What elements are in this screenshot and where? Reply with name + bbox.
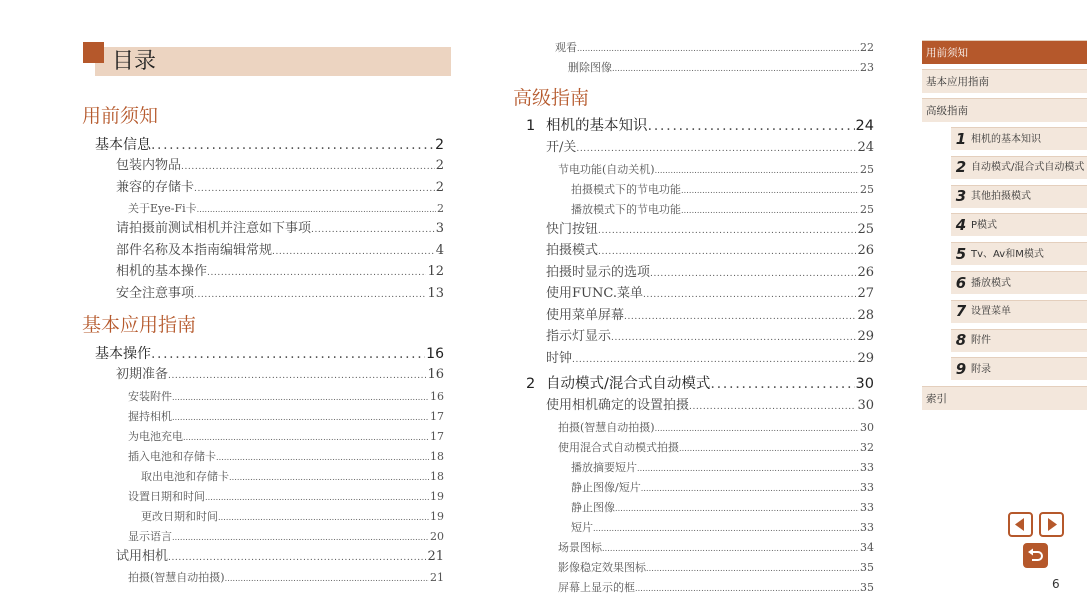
dot-leader — [194, 179, 435, 200]
toc-entry-page: 2 — [435, 137, 444, 153]
chapter-tab-8[interactable] — [951, 329, 1087, 352]
dot-leader — [172, 528, 429, 547]
chapter-tab-label: 其他拍摄模式 — [971, 191, 1031, 203]
toc-entry[interactable] — [510, 458, 874, 478]
toc-entry-label: 包装内物品 — [116, 158, 182, 173]
toc-entry-page: 19 — [430, 489, 444, 503]
chapter-tab-number: 3 — [955, 187, 967, 206]
dot-leader — [679, 439, 859, 458]
section-heading-advanced-guide: 高级指南 — [513, 87, 590, 109]
toc-entry-page: 12 — [427, 264, 444, 279]
chapter-tab-number: 6 — [955, 273, 967, 292]
toc-entry[interactable] — [510, 180, 874, 200]
toc-entry-label: 静止图像/短片 — [571, 480, 641, 494]
section-heading-before-use: 用前须知 — [82, 105, 159, 127]
dot-leader — [602, 539, 859, 558]
chapter-tab-label: 自动模式/混合式自动模式 — [971, 162, 1085, 174]
toc-entry-page: 33 — [860, 500, 874, 514]
dot-leader — [216, 448, 429, 467]
toc-entry-label: 安装附件 — [128, 389, 172, 403]
toc-entry-label: 基本信息 — [95, 137, 151, 153]
return-arrow-icon — [1025, 545, 1046, 566]
toc-entry-label: 设置日期和时间 — [128, 489, 205, 503]
toc-entry-label: 相机的基本操作 — [116, 264, 208, 279]
dot-leader — [593, 519, 859, 538]
chapter-label: 相机的基本知识 — [546, 118, 648, 134]
chapter-tab-number: 2 — [955, 158, 967, 177]
toc-entry-label: 安全注意事项 — [116, 285, 195, 301]
chapter-number: 1 — [526, 118, 536, 134]
toc-entry-label: 兼容的存储卡 — [116, 179, 195, 195]
toc-entry[interactable] — [82, 487, 444, 507]
toc-entry[interactable] — [510, 327, 874, 349]
toc-entry-page: 2 — [437, 202, 444, 215]
triangle-left-icon — [1010, 514, 1031, 535]
dot-leader — [655, 419, 859, 438]
dot-leader — [641, 479, 859, 498]
toc-entry[interactable] — [510, 284, 874, 306]
toc-entry-label: 快门按钮 — [546, 221, 599, 237]
toc-entry-page: 32 — [860, 440, 874, 454]
toc-entry[interactable] — [82, 547, 444, 569]
section-entries-before-use — [82, 135, 444, 305]
dot-leader — [648, 115, 855, 138]
toc-entry-label: 拍摄模式 — [546, 243, 599, 258]
toc-entry-page: 30 — [860, 420, 874, 434]
toc-entry[interactable] — [82, 241, 444, 263]
toc-entry-page: 18 — [430, 449, 444, 463]
toc-entry-page: 29 — [857, 350, 874, 366]
dot-leader — [197, 200, 436, 219]
toc-entry-label: 影像稳定效果图标 — [558, 560, 646, 574]
chapter-tab-number: 4 — [955, 215, 967, 234]
toc-entry-label: 取出电池和存储卡 — [141, 469, 229, 483]
chapter-heading[interactable] — [510, 115, 874, 138]
dot-leader — [194, 285, 426, 306]
toc-entry-label: 场景图标 — [558, 540, 602, 554]
tab-advanced-guide[interactable]: 高级指南 — [922, 98, 1087, 122]
chapter-tab-label: 附录 — [971, 363, 991, 375]
toc-left-column — [82, 104, 444, 588]
toc-entry[interactable] — [510, 478, 874, 498]
dot-leader — [689, 397, 856, 418]
toc-entry-page: 2 — [435, 158, 444, 173]
toc-entry-page: 26 — [857, 243, 874, 258]
toc-entry-label: 时钟 — [546, 350, 573, 366]
toc-entry-label: 指示灯显示 — [546, 329, 612, 344]
toc-entry[interactable] — [82, 178, 444, 200]
toc-entry-page: 16 — [426, 346, 444, 362]
toc-entry[interactable] — [82, 284, 444, 306]
dot-leader — [615, 499, 859, 518]
dot-leader — [681, 201, 859, 220]
chapter-tab-number: 5 — [955, 244, 967, 263]
chapter-label: 自动模式/混合式自动模式 — [546, 376, 711, 392]
toc-entry[interactable] — [510, 58, 874, 78]
toc-entry[interactable] — [510, 241, 874, 263]
toc-entry-page: 21 — [427, 548, 444, 564]
dot-leader — [183, 428, 429, 447]
toc-entry[interactable] — [82, 365, 444, 387]
chapter-tab-label: Tv、Av和M模式 — [971, 248, 1044, 260]
toc-entry-label: 初期准备 — [116, 367, 169, 382]
toc-entry-label: 插入电池和存储卡 — [128, 449, 216, 463]
toc-entry-page: 21 — [430, 571, 444, 584]
dot-leader — [681, 181, 859, 200]
toc-entry[interactable] — [82, 447, 444, 467]
toc-entry-label: 拍摄模式下的节电功能 — [571, 182, 681, 196]
toc-entry-label: 短片 — [571, 520, 593, 534]
chapter-tab-number: 9 — [955, 359, 967, 378]
toc-entry[interactable] — [510, 160, 874, 180]
back-button[interactable] — [1023, 543, 1048, 568]
toc-entry-label: 播放模式下的节电功能 — [571, 202, 681, 216]
dot-leader — [229, 468, 429, 487]
dot-leader — [643, 285, 856, 306]
toc-entry-page: 25 — [860, 162, 874, 176]
toc-entry-label: 显示语言 — [128, 529, 172, 543]
toc-entry[interactable] — [510, 200, 874, 220]
dot-leader — [207, 263, 426, 284]
chapter-tab-number: 1 — [955, 129, 967, 148]
chapter-2-block — [510, 373, 874, 598]
toc-entry-page: 28 — [857, 307, 874, 323]
toc-entry[interactable] — [510, 263, 874, 285]
toc-entry[interactable] — [82, 387, 444, 407]
dot-leader — [272, 242, 435, 263]
toc-entry-label: 观看 — [555, 41, 577, 54]
toc-entry-label: 为电池充电 — [128, 429, 183, 443]
toc-entry[interactable] — [510, 349, 874, 371]
toc-entry[interactable] — [510, 418, 874, 438]
toc-entry-label: 拍摄(智慧自动拍摄) — [128, 571, 225, 584]
dot-leader — [598, 221, 856, 242]
toc-entry-page: 16 — [430, 389, 444, 403]
dot-leader — [205, 488, 429, 507]
toc-entry-page: 30 — [857, 398, 874, 413]
toc-entry-label: 请拍摄前测试相机并注意如下事项 — [116, 221, 312, 236]
dot-leader — [598, 242, 856, 263]
toc-entry-page: 33 — [860, 460, 874, 474]
chapter-tab-number: 8 — [955, 331, 967, 350]
toc-entry-page: 16 — [427, 367, 444, 382]
toc-entry-page: 20 — [430, 529, 444, 543]
toc-entry-page: 2 — [435, 179, 444, 195]
section-heading-basic-guide: 基本应用指南 — [82, 314, 197, 336]
toc-entry-label: 删除图像 — [568, 61, 612, 74]
dot-leader — [655, 161, 859, 180]
dot-leader — [172, 388, 429, 407]
toc-entry-label: 使用菜单屏幕 — [546, 307, 625, 323]
chapter-tab-label: 设置菜单 — [971, 306, 1011, 318]
chapter-tab-5[interactable] — [951, 242, 1087, 265]
chapter-tab-3[interactable] — [951, 185, 1087, 208]
chapter-tab-label: P模式 — [971, 219, 998, 231]
toc-entry[interactable] — [82, 219, 444, 241]
dot-leader — [168, 548, 426, 569]
dot-leader — [576, 139, 856, 160]
toc-entry-page: 4 — [435, 242, 444, 258]
toc-entry[interactable] — [510, 220, 874, 242]
dot-leader — [172, 408, 429, 427]
toc-entry[interactable] — [82, 156, 444, 178]
chapter-number: 2 — [526, 376, 536, 392]
chapter-tab-number: 7 — [955, 302, 967, 321]
chapter-tab-2[interactable] — [951, 156, 1087, 179]
section-entries-basic-guide — [82, 344, 444, 588]
toc-entry-page: 25 — [857, 221, 874, 237]
toc-entry-page: 19 — [430, 509, 444, 523]
toc-entry-page: 23 — [860, 61, 874, 74]
toc-entry-page: 24 — [857, 140, 874, 155]
toc-entry[interactable] — [82, 427, 444, 447]
dot-leader — [577, 39, 859, 58]
toc-entry-label: 握持相机 — [128, 409, 172, 423]
toc-entry[interactable] — [82, 262, 444, 284]
page-title: 目录 — [112, 49, 157, 74]
dot-leader — [637, 459, 859, 478]
tab-index[interactable]: 索引 — [922, 386, 1087, 410]
toc-entry-label: 节电功能(自动关机) — [558, 162, 655, 176]
toc-middle-column — [510, 38, 874, 598]
toc-entry-page: 25 — [860, 182, 874, 196]
toc-entry-label: 屏幕上显示的框 — [558, 580, 635, 594]
toc-entry[interactable] — [82, 568, 444, 588]
continued-entries — [510, 38, 874, 78]
dot-leader — [635, 579, 859, 598]
dot-leader — [181, 157, 435, 178]
dot-leader — [218, 508, 429, 527]
dot-leader — [650, 264, 856, 285]
chapter-tab-label: 附件 — [971, 335, 991, 347]
next-page-button[interactable] — [1039, 512, 1064, 537]
chapter-page: 30 — [855, 376, 874, 392]
dot-leader — [710, 373, 854, 396]
toc-entry-page: 35 — [860, 560, 874, 574]
toc-entry-page: 26 — [857, 264, 874, 280]
toc-entry[interactable] — [510, 138, 874, 160]
toc-entry[interactable] — [82, 135, 444, 156]
triangle-right-icon — [1041, 514, 1062, 535]
tab-basic-guide[interactable]: 基本应用指南 — [922, 69, 1087, 93]
toc-entry-page: 29 — [857, 329, 874, 344]
toc-entry-page: 33 — [860, 520, 874, 534]
toc-entry-page: 17 — [430, 409, 444, 423]
toc-entry[interactable] — [510, 396, 874, 418]
dot-leader — [612, 59, 859, 78]
dot-leader — [168, 366, 426, 387]
toc-entry[interactable] — [82, 467, 444, 487]
chapter-page: 24 — [855, 118, 874, 134]
dot-leader — [646, 559, 859, 578]
dot-leader — [624, 307, 856, 328]
toc-entry[interactable] — [82, 527, 444, 547]
dot-leader — [225, 569, 429, 588]
dot-leader — [611, 328, 856, 349]
toc-entry[interactable] — [510, 498, 874, 518]
toc-entry-label: 部件名称及本指南编辑常规 — [116, 242, 273, 258]
toc-entry-label: 使用FUNC.菜单 — [546, 286, 643, 301]
toc-entry-page: 25 — [860, 202, 874, 216]
toc-entry[interactable] — [510, 578, 874, 598]
toc-entry[interactable] — [510, 438, 874, 458]
dot-leader — [151, 135, 434, 156]
toc-entry[interactable] — [510, 306, 874, 328]
dot-leader — [151, 344, 425, 365]
toc-entry[interactable] — [82, 344, 444, 365]
toc-entry-label: 更改日期和时间 — [141, 509, 218, 523]
toc-entry-label: 拍摄(智慧自动拍摄) — [558, 420, 655, 434]
toc-entry-label: 试用相机 — [116, 548, 169, 564]
dot-leader — [311, 220, 435, 241]
toc-entry-label: 播放摘要短片 — [571, 460, 637, 474]
toc-entry[interactable] — [82, 507, 444, 527]
toc-entry-label: 开/关 — [546, 140, 577, 155]
toc-entry[interactable] — [82, 407, 444, 427]
toc-entry-page: 34 — [860, 540, 874, 554]
toc-entry-page: 33 — [860, 480, 874, 494]
chapter-1-block — [510, 115, 874, 370]
toc-entry[interactable] — [510, 518, 874, 538]
toc-entry-label: 拍摄时显示的选项 — [546, 264, 651, 280]
toc-entry-page: 18 — [430, 469, 444, 483]
toc-entry-page: 17 — [430, 429, 444, 443]
page-number: 6 — [1052, 577, 1060, 591]
title-square-marker — [83, 42, 104, 63]
toc-entry-page: 27 — [857, 286, 874, 301]
dot-leader — [572, 350, 856, 371]
toc-entry-page: 22 — [860, 41, 874, 54]
toc-entry[interactable] — [510, 38, 874, 58]
chapter-tab-label: 相机的基本知识 — [971, 133, 1041, 145]
toc-entry-label: 使用混合式自动模式拍摄 — [558, 440, 679, 454]
toc-entry-label: 使用相机确定的设置拍摄 — [546, 398, 690, 413]
toc-entry-label: 关于Eye-Fi卡 — [128, 202, 197, 215]
chapter-heading[interactable] — [510, 373, 874, 396]
toc-entry-page: 13 — [427, 285, 444, 301]
toc-entry[interactable] — [510, 558, 874, 578]
tab-before-use[interactable]: 用前须知 — [922, 40, 1087, 64]
chapter-tab-4[interactable] — [951, 213, 1087, 236]
toc-entry-label: 基本操作 — [95, 346, 151, 362]
chapter-tab-1[interactable] — [951, 127, 1087, 150]
chapter-tab-9[interactable] — [951, 357, 1087, 380]
chapter-tab-6[interactable] — [951, 271, 1087, 294]
toc-entry-label: 静止图像 — [571, 500, 615, 514]
toc-entry-page: 35 — [860, 580, 874, 594]
prev-page-button[interactable] — [1008, 512, 1033, 537]
chapter-tab-7[interactable] — [951, 300, 1087, 323]
toc-entry-page: 3 — [435, 221, 444, 236]
chapter-tab-label: 播放模式 — [971, 277, 1011, 289]
toc-entry[interactable] — [82, 199, 444, 219]
toc-entry[interactable] — [510, 538, 874, 558]
